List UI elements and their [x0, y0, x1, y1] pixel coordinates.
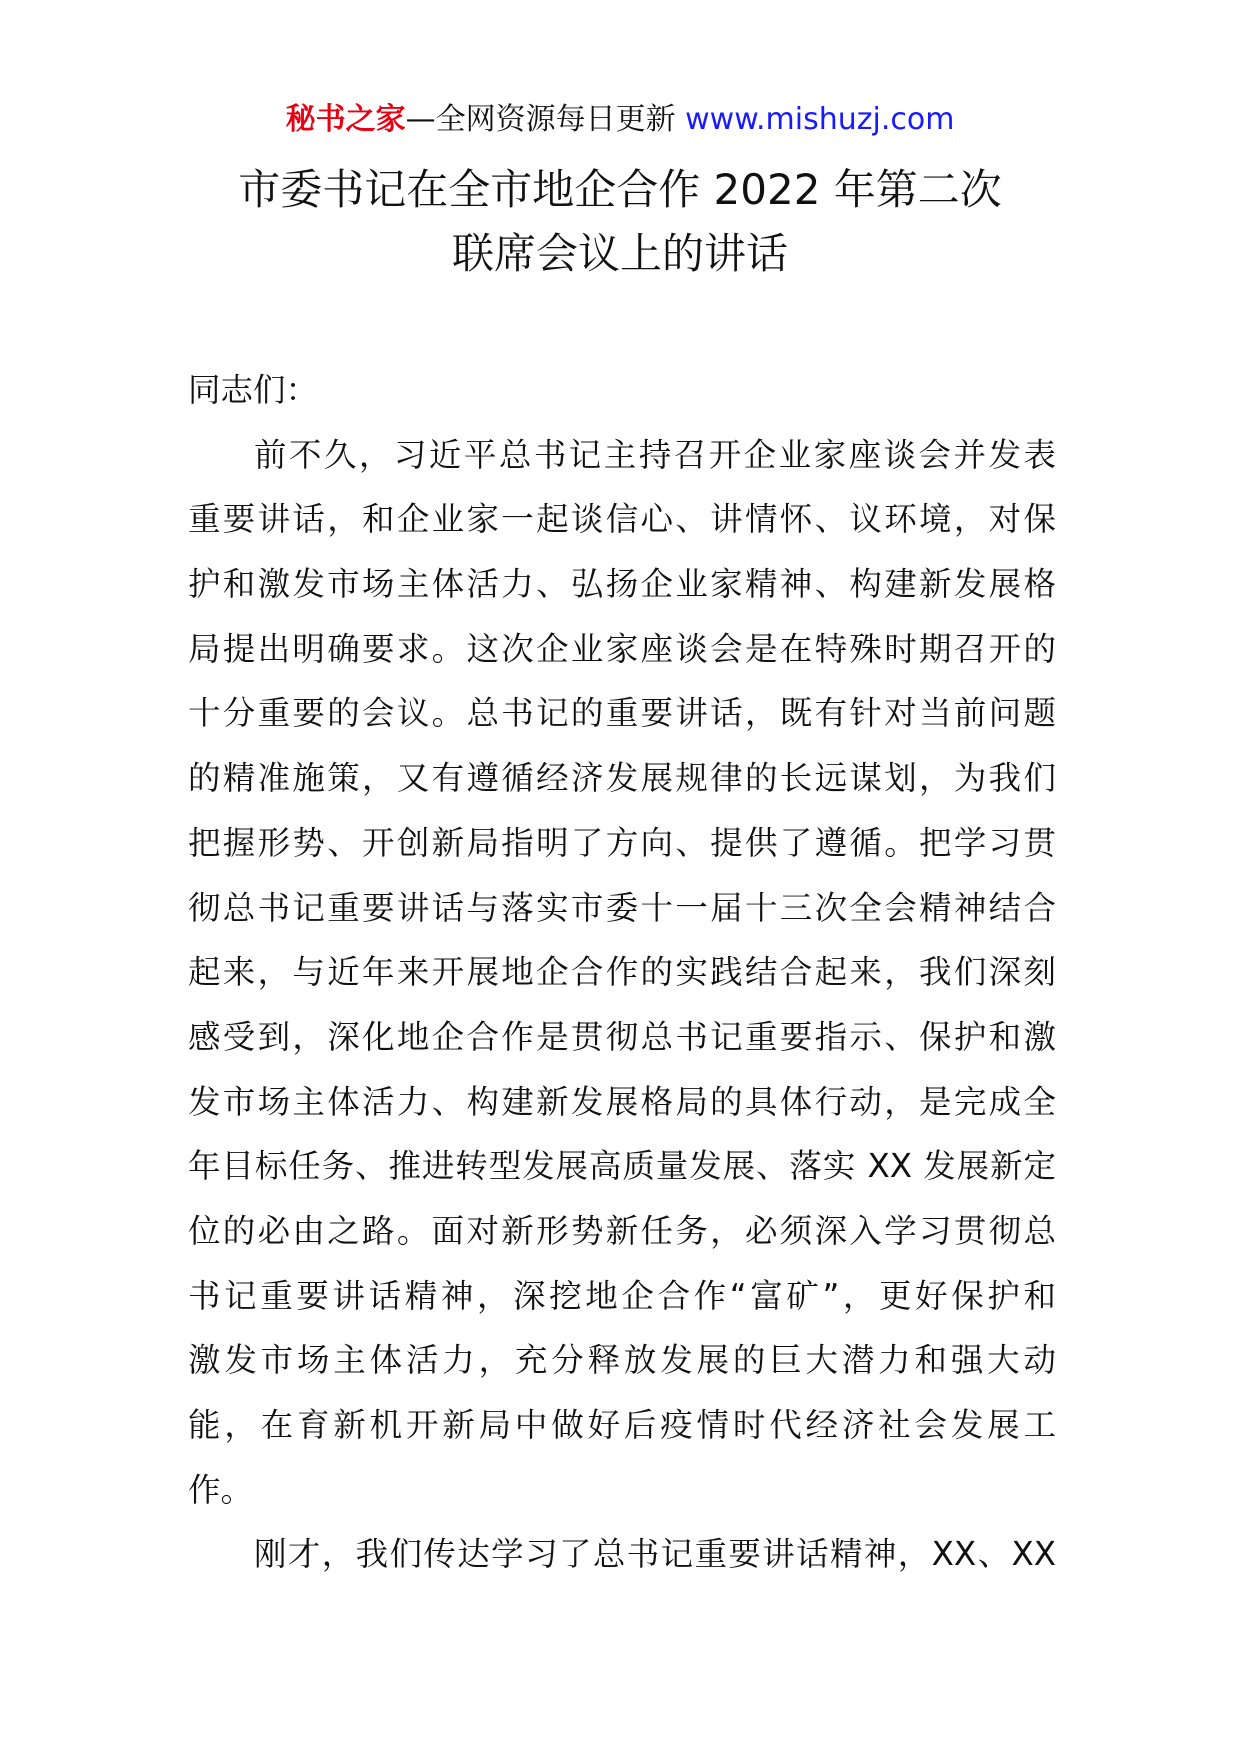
document-title: [0, 158, 1240, 286]
site-brand: 秘书之家: [285, 102, 406, 137]
body-line: 感受到，深化地企合作是贯彻总书记重要指示、保护和激: [188, 1017, 1056, 1056]
body-line: 重要讲话，和企业家一起谈信心、讲情怀、议环境，对保: [188, 500, 1056, 539]
salutation: 同志们：: [188, 371, 319, 409]
body-line: 前不久，习近平总书记主持召开企业家座谈会并发表: [254, 435, 1056, 474]
body-line: 护和激发市场主体活力、弘扬企业家精神、构建新发展格: [188, 565, 1056, 604]
title-line-2: 联席会议上的讲话: [451, 229, 788, 278]
document-body: [188, 358, 1056, 1587]
body-line: 位的必由之路。面对新形势新任务，必须深入学习贯彻总: [188, 1211, 1056, 1250]
body-line: 彻总书记重要讲话与落实市委十一届十三次全会精神结合: [188, 888, 1056, 927]
body-line: 刚才，我们传达学习了总书记重要讲话精神，XX、XX: [254, 1535, 1056, 1574]
body-line: 能，在育新机开新局中做好后疫情时代经济社会发展工: [188, 1406, 1056, 1444]
body-line: 起来，与近年来开展地企合作的实践结合起来，我们深刻: [188, 953, 1056, 992]
site-url-link[interactable]: www.mishuzj.com: [685, 102, 955, 137]
body-line: 年目标任务、推进转型发展高质量发展、落实 XX 发展新定: [188, 1147, 1056, 1186]
site-header: [0, 98, 1240, 142]
body-line: 把握形势、开创新局指明了方向、提供了遵循。把学习贯: [188, 823, 1056, 862]
body-line: 局提出明确要求。这次企业家座谈会是在特殊时期召开的: [188, 629, 1056, 668]
title-line-1: 市委书记在全市地企合作 2022 年第二次: [238, 165, 1002, 214]
body-line: 的精准施策，又有遵循经济发展规律的长远谋划，为我们: [188, 759, 1056, 798]
body-line: 作。: [188, 1470, 254, 1509]
site-tagline: —全网资源每日更新: [405, 102, 676, 137]
body-line: 激发市场主体活力，充分释放发展的巨大潜力和强大动: [188, 1341, 1056, 1380]
body-line: 十分重要的会议。总书记的重要讲话，既有针对当前问题: [188, 694, 1056, 733]
body-line: 书记重要讲话精神，深挖地企合作“富矿”，更好保护和: [188, 1276, 1056, 1315]
body-line: 发市场主体活力、构建新发展格局的具体行动，是完成全: [188, 1082, 1056, 1121]
